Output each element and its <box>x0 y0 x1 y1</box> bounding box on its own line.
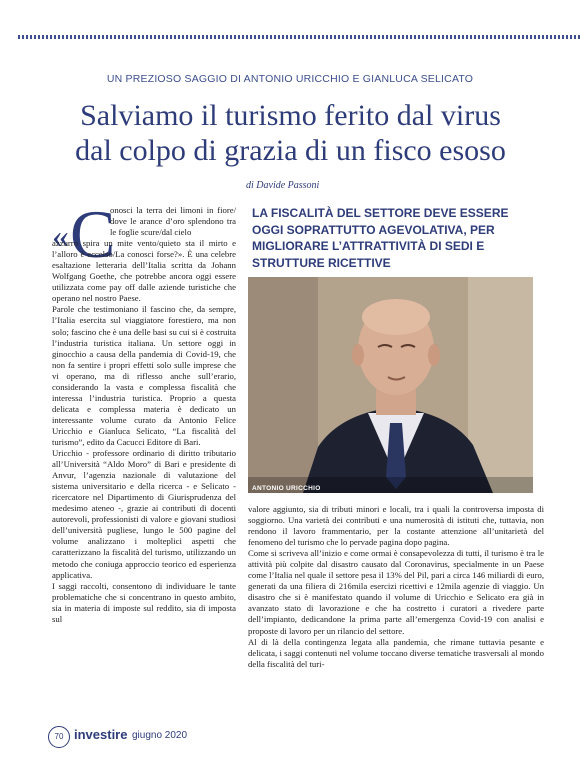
byline: di Davide Passoni <box>246 180 320 191</box>
headline-line-1: Salviamo il turismo ferito dal virus <box>80 99 501 132</box>
paragraph-intro-indented: onosci la terra dei limoni in fiore/ dove le arance d’oro splendono tra le foglie scure/dal cielo <box>110 205 236 238</box>
paragraph-4: I saggi raccolti, consentono di individuare le tante problematiche che si concentrano in questo ambito, sia in materia di imposte sul reddito, sia di imposta sul <box>52 580 236 624</box>
paragraph-7: Al di là della contingenza legata alla pandemia, che rimane tuttavia pesante e delicata, i saggi contenuti nel volume toccano diverse tematiche trasversali al mondo della fiscalità del turi- <box>248 636 544 669</box>
magazine-brand: investire <box>74 727 128 742</box>
paragraph-2: Parole che testimoniano il fascino che, da sempre, l’Italia esercita sul viaggiatore forestiero, ma non solo; fascino che è una delle basi su cui si è costruita l’industria turistica italiana. Un settore oggi in ginocchio a causa della pandemia di Covid-19, che non fa sentire i propri effetti solo sulle imprese che vi operano, ma di riflesso anche sull’erario, considerando la vasta e complessa fiscalità che interessa l’industria turistica. Proprio a questa delicata e complessa materia è dedicato un interessante volume curato da Antonio Felice Uricchio e Gianluca Selicato, “La fiscalità del turismo”, edito da Cacucci Editore di Bari. <box>52 304 236 447</box>
paragraph-3: Uricchio - professore ordinario di diritto tributario all’Università “Aldo Moro” di Bari e presidente di Anvur, l’agenzia nazionale di valutazione del sistema universitario e della ricerca - e Selicato - ricercatore nel Dipartimento di Giurisprudenza del medesimo ateneo -, grazie ai contributi di docenti autorevoli, professionisti di valore e giovani studiosi dell’università pugliese, lungo le 500 pagine del volume analizzano i molteplici aspetti che caratterizzano la fiscalità del turismo, utilizzando un metodo che coniuga approccio teorico ed esperienza applicativa. <box>52 448 236 580</box>
top-dotted-rule <box>18 35 580 39</box>
photo-caption: ANTONIO URICCHIO <box>252 485 321 492</box>
paragraph-intro-rest: azzurro spira un mite vento/quieto sta il mirto e l’alloro è eccelso/La conosci forse?». È una celebre esaltazione letteraria dell’Italia scritta da Johann Wolfgang Goethe, che potrebbe ancora oggi essere utilizzata come pay off dalle aziende turistiche che operano nel nostro Paese. <box>52 238 236 304</box>
paragraph-5: valore aggiunto, sia di tributi minori e locali, tra i quali la controversa imposta di soggiorno. Una varietà dei contributi e una numerosità di istituti che, tuttavia, non rendono il lavoro frammentario, per la costante attenzione all’unitarietà del fenomeno del turismo che lo pervade pagina dopo pagina. <box>248 504 544 548</box>
article-subhead: LA FISCALITÀ DEL SETTORE DEVE ESSERE OGGI SOPRATTUTTO AGEVOLATIVA, PER MIGLIORARE L’ATTRATTIVITÀ DI SEDI E STRUTTURE RICETTIVE <box>252 206 509 270</box>
opening-quote-mark: « <box>52 218 69 255</box>
page-number: 70 <box>48 726 70 748</box>
right-text-column <box>248 504 544 670</box>
left-text-column <box>52 205 236 625</box>
page-footer <box>48 726 348 746</box>
drop-cap: C <box>70 196 116 272</box>
issue-date: giugno 2020 <box>132 730 188 741</box>
headline-line-2: dal colpo di grazia di un fisco esoso <box>75 134 506 167</box>
portrait-photo <box>248 277 533 493</box>
paragraph-6: Come si scriveva all’inizio e come ormai è consapevolezza di tutti, il turismo è tra le attività più colpite dal disastro causato dal Coronavirus, specialmente in un Paese come l’Italia nel quale il settore pesa il 13% del Pil, pari a circa 146 miliardi di euro, generati da una filiera di 216mila esercizi ricettivi e 12mila agenzie di viaggio. Un disastro che si è manifestato quando il volume di Uricchio e Selicato era già in avanzato stato di lavorazione e che ha costretto i curatori a rivedere parte dell’impianto, dedicandone la prima parte all’emergenza Covid-19 con analisi e proposte di lavoro per un rilancio del settore. <box>248 548 544 636</box>
article-kicker: UN PREZIOSO SAGGIO DI ANTONIO URICCHIO E GIANLUCA SELICATO <box>106 73 474 85</box>
article-headline <box>18 98 563 168</box>
portrait-illustration <box>248 277 533 493</box>
